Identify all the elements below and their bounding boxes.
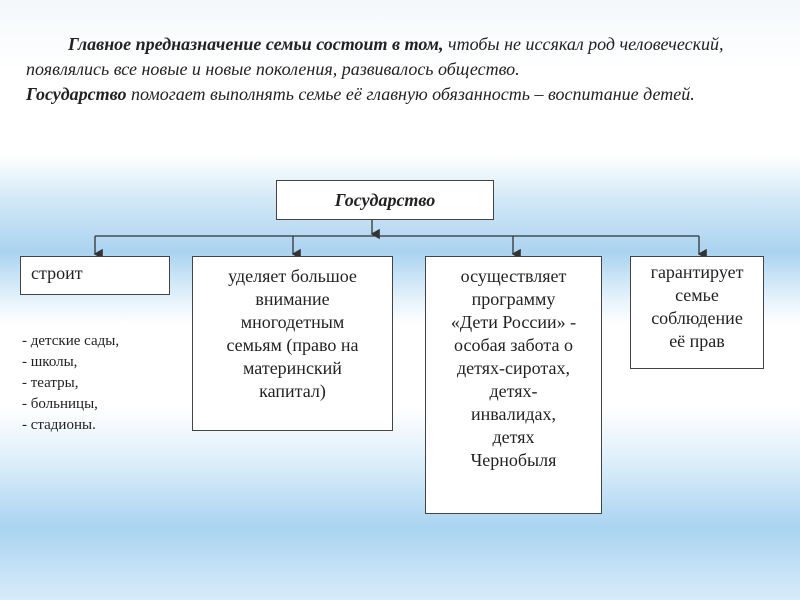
- attention-label: уделяет большое внимание многодетным семьям (право на материнский капитал): [226, 266, 359, 401]
- list-item: - школы,: [22, 354, 78, 370]
- program-box: [425, 256, 602, 514]
- attention-box: [192, 256, 393, 431]
- intro-p2-rest: помогает выполнять семье её главную обязанность – воспитание детей.: [126, 84, 695, 104]
- state-box: [276, 180, 494, 220]
- list-item: - театры,: [22, 375, 79, 391]
- builds-box: [20, 256, 170, 295]
- state-label: Государство: [334, 190, 436, 210]
- intro-p1-bold: Главное предназначение семьи состоит в том,: [68, 34, 444, 54]
- program-label: осуществляет программу «Дети России» - особая забота о детях-сиротах, детях- инвалидах, детях Чернобыля: [450, 266, 577, 470]
- builds-label: строит: [31, 263, 83, 283]
- guarantee-label: гарантирует семье соблюдение её прав: [650, 262, 744, 351]
- intro-p1-rest: чтобы не иссякал род человеческий, появлялись все новые и новые поколения, развивалось общество.: [26, 34, 724, 79]
- list-item: - больницы,: [22, 396, 98, 412]
- guarantee-box: [630, 256, 764, 369]
- intro-p2-bold: Государство: [26, 84, 127, 104]
- list-item: - детские сады,: [22, 333, 120, 349]
- list-item: - стадионы.: [22, 417, 96, 433]
- builds-list: [22, 331, 119, 436]
